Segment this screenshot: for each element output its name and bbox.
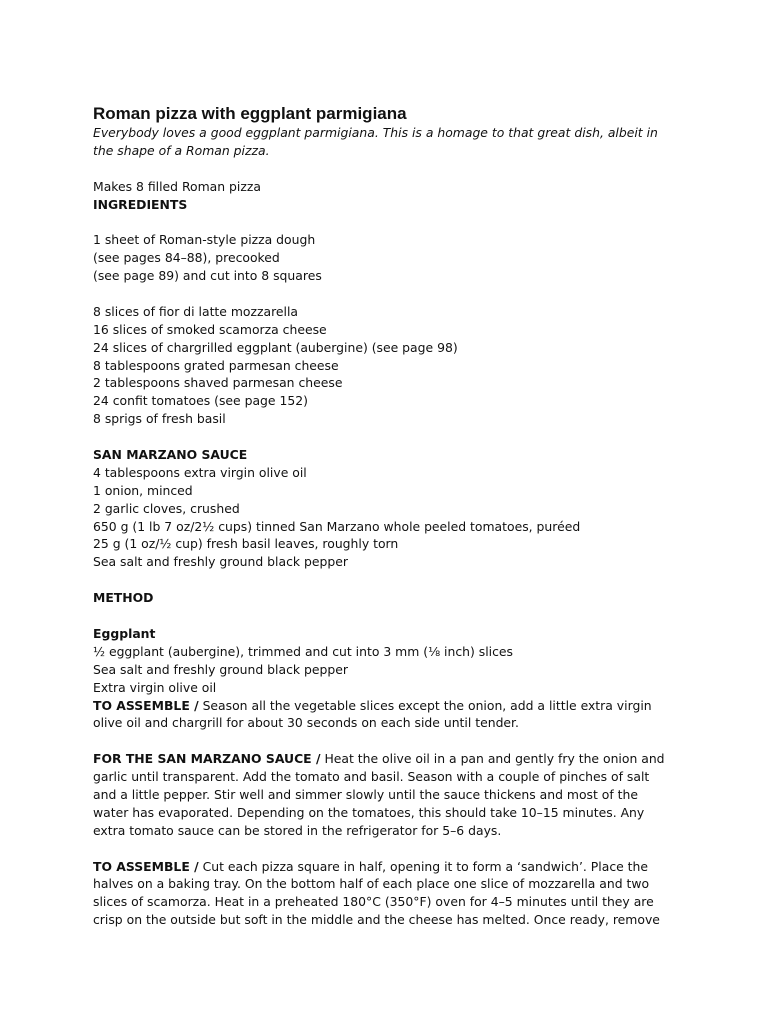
spacer [93,607,683,625]
ingredient-line: 16 slices of smoked scamorza cheese [93,321,327,337]
ingredient-line: (see page 89) and cut into 8 squares [93,268,322,284]
step-heading: TO ASSEMBLE / [93,858,199,874]
dough-ingredients [93,231,683,285]
ingredient-line: 1 sheet of Roman-style pizza dough [93,232,316,248]
recipe-title: Roman pizza with eggplant parmigiana [93,104,407,123]
ingredient-line: 8 tablespoons grated parmesan cheese [93,357,339,373]
ingredient-line: ½ eggplant (aubergine), trimmed and cut into 3 mm (⅛ inch) slices [93,643,513,659]
ingredient-line: Sea salt and freshly ground black pepper [93,554,348,570]
intro-line: the shape of a Roman pizza. [93,142,270,158]
intro-line: Everybody loves a good eggplant parmigiana. This is a homage to that great dish, albeit in [93,125,658,140]
yield-text: Makes 8 filled Roman pizza [93,178,261,194]
spacer [93,428,683,446]
spacer [93,732,683,750]
sauce-method-paragraph [93,750,683,839]
eggplant-heading: Eggplant [93,625,156,641]
spacer [93,840,683,858]
paragraph-line: extra tomato sauce can be stored in the refrigerator for 5–6 days. [93,822,502,838]
paragraph-line: olive oil and chargrill for about 30 seconds on each side until tender. [93,715,519,731]
ingredient-line: Sea salt and freshly ground black pepper [93,661,348,677]
assemble-eggplant-paragraph [93,697,683,733]
sauce-heading: SAN MARZANO SAUCE [93,447,248,463]
ingredient-line: (see pages 84–88), precooked [93,250,280,266]
paragraph-line: water has evaporated. Depending on the tomatoes, this should take 10–15 minutes. Any [93,804,645,820]
step-text: Season all the vegetable slices except the onion, add a little extra virgin [198,697,652,713]
step-text: Cut each pizza square in half, opening it to form a ‘sandwich’. Place the [198,858,649,874]
ingredient-line: 8 sprigs of fresh basil [93,411,226,427]
paragraph-line [93,858,683,876]
intro-paragraph [93,124,683,160]
paragraph-line: garlic until transparent. Add the tomato and basil. Season with a couple of pinches of salt [93,769,650,785]
spacer [93,571,683,589]
eggplant-ingredients [93,643,683,697]
ingredient-line: 24 slices of chargrilled eggplant (aubergine) (see page 98) [93,339,458,355]
ingredient-line: 1 onion, minced [93,482,193,498]
recipe-page [93,104,683,929]
paragraph-line: crisp on the outside but soft in the middle and the cheese has melted. Once ready, remove [93,912,660,928]
paragraph-line: halves on a baking tray. On the bottom half of each place one slice of mozzarella and two [93,876,650,892]
ingredient-line: 650 g (1 lb 7 oz/2½ cups) tinned San Marzano whole peeled tomatoes, puréed [93,518,581,534]
spacer [93,160,683,178]
paragraph-line: and a little pepper. Stir well and simmer slowly until the sauce thickens and most of the [93,786,638,802]
paragraph-line: slices of scamorza. Heat in a preheated 180°C (350°F) oven for 4–5 minutes until they are [93,894,654,910]
filling-ingredients [93,303,683,428]
ingredients-heading: INGREDIENTS [93,196,188,212]
ingredient-line: 2 garlic cloves, crushed [93,500,240,516]
paragraph-line [93,750,683,768]
spacer [93,285,683,303]
spacer [93,213,683,231]
ingredient-line: 24 confit tomatoes (see page 152) [93,393,308,409]
step-text: Heat the olive oil in a pan and gently fry the onion and [320,751,665,767]
paragraph-line [93,697,683,715]
ingredient-line: 8 slices of fior di latte mozzarella [93,303,299,319]
ingredient-line: Extra virgin olive oil [93,679,217,695]
sauce-ingredients [93,464,683,571]
ingredient-line: 2 tablespoons shaved parmesan cheese [93,375,343,391]
assemble-pizza-paragraph [93,858,683,930]
ingredient-line: 4 tablespoons extra virgin olive oil [93,464,307,480]
method-heading: METHOD [93,590,154,606]
ingredient-line: 25 g (1 oz/½ cup) fresh basil leaves, roughly torn [93,536,399,552]
step-heading: FOR THE SAN MARZANO SAUCE / [93,751,321,767]
step-heading: TO ASSEMBLE / [93,697,199,713]
